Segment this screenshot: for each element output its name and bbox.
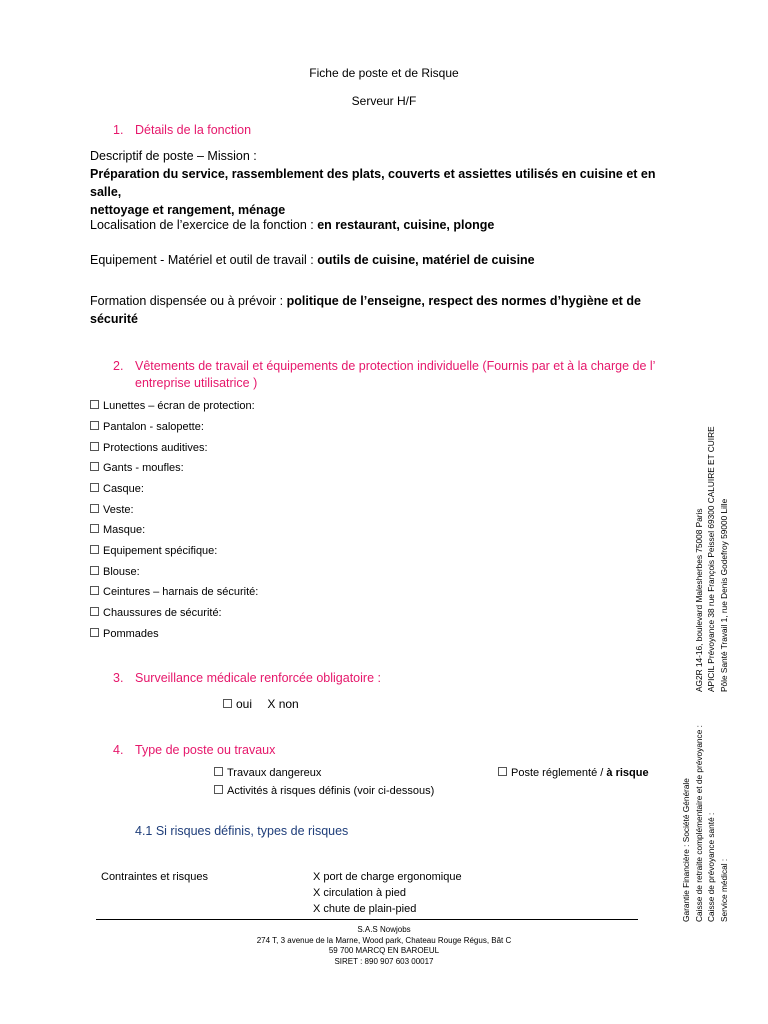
checkbox-icon[interactable] <box>214 767 223 776</box>
localisation-row <box>90 216 690 234</box>
section2-number: 2. <box>113 359 124 373</box>
section2-title-line2: entreprise utilisatrice ) <box>135 376 258 390</box>
oui-option[interactable] <box>223 697 252 711</box>
side-legal-info <box>680 426 730 922</box>
page-subtitle: Serveur H/F <box>351 94 417 108</box>
risk-item: X port de charge ergonomique <box>313 871 462 883</box>
oui-label: oui <box>236 697 253 711</box>
formation-value-line1: politique de l’enseigne, respect des normes d’hygiène et de <box>286 294 641 308</box>
footer-city: 59 700 MARCQ EN BAROEUL <box>328 946 440 955</box>
mission-block <box>90 147 690 219</box>
checkbox-icon[interactable] <box>214 785 223 794</box>
option-poste-reglemente[interactable]: Poste réglementé / à risque <box>498 766 649 781</box>
non-option[interactable]: X non <box>267 697 299 711</box>
section3-number: 3. <box>113 671 124 685</box>
checkbox-icon[interactable] <box>223 699 232 708</box>
formation-value-line2: sécurité <box>90 312 138 326</box>
section2-title-line1: Vêtements de travail et équipements de protection individuelle (Fournis par et à la charge de l’ <box>135 359 656 373</box>
section4-heading <box>113 743 275 757</box>
section4-number: 4. <box>113 743 124 757</box>
checkbox-icon[interactable] <box>90 462 99 471</box>
mission-line1: Préparation du service, rassemblement des plats, couverts et assiettes utilisés en cuisine et en salle, <box>90 167 656 199</box>
section1-number: 1. <box>113 123 124 137</box>
medical-surveillance-options <box>223 697 299 711</box>
equipement-label: Equipement - Matériel et outil de travail : <box>90 253 318 267</box>
formation-label: Formation dispensée ou à prévoir : <box>90 294 287 308</box>
section1-heading <box>113 123 251 137</box>
checklist-item[interactable]: Ceintures – harnais de sécurité: <box>90 585 258 606</box>
checklist-item[interactable]: Chaussures de sécurité: <box>90 606 258 627</box>
equipement-row <box>90 251 690 269</box>
equipement-value: outils de cuisine, matériel de cuisine <box>317 253 535 267</box>
side-value-prevoyance: APICIL Prévoyance 38 rue François Peissel 69300 CALUIRE ET CUIRE <box>706 426 716 692</box>
checklist-item[interactable]: Pantalon - salopette: <box>90 420 258 441</box>
localisation-value: en restaurant, cuisine, plonge <box>317 218 495 232</box>
section1-title: Détails de la fonction <box>135 123 252 137</box>
footer-divider <box>96 919 638 920</box>
checklist-item[interactable]: Gants - moufles: <box>90 461 258 482</box>
checkbox-icon[interactable] <box>90 628 99 637</box>
checkbox-icon[interactable] <box>90 524 99 533</box>
checklist-item[interactable]: Equipement spécifique: <box>90 544 258 565</box>
option-travaux-dangereux[interactable]: Travaux dangereux <box>214 766 321 781</box>
checklist-item[interactable]: Pommades <box>90 627 258 648</box>
checkbox-icon[interactable] <box>90 607 99 616</box>
checkbox-icon[interactable] <box>90 421 99 430</box>
checklist-item[interactable]: Protections auditives: <box>90 441 258 462</box>
section41-heading: 4.1 Si risques définis, types de risques <box>135 824 349 838</box>
section3-heading <box>113 671 381 685</box>
section3-title: Surveillance médicale renforcée obligatoire : <box>135 671 381 685</box>
risk-list <box>313 869 462 917</box>
localisation-label: Localisation de l’exercice de la fonction : <box>90 218 318 232</box>
page-title: Fiche de poste et de Risque <box>309 66 459 80</box>
mission-line2: nettoyage et rangement, ménage <box>90 203 286 217</box>
footer <box>0 925 768 967</box>
formation-row <box>90 292 650 328</box>
option-activites-risques[interactable]: Activités à risques définis (voir ci-dessous) <box>214 784 434 799</box>
checklist-item[interactable]: Veste: <box>90 503 258 524</box>
checkbox-icon[interactable] <box>90 566 99 575</box>
checklist-item[interactable]: Casque: <box>90 482 258 503</box>
side-label-prevoyance: Caisse de prévoyance santé : <box>706 812 716 922</box>
checklist-item[interactable]: Masque: <box>90 523 258 544</box>
section2-heading <box>113 358 683 392</box>
mission-label: Descriptif de poste – Mission : <box>90 149 257 163</box>
equipment-checklist <box>90 399 258 647</box>
checklist-item[interactable]: Blouse: <box>90 565 258 586</box>
checkbox-icon[interactable] <box>90 400 99 409</box>
checkbox-icon[interactable] <box>90 483 99 492</box>
footer-address: 274 T, 3 avenue de la Marne, Wood park, Chateau Rouge Régus, Bât C <box>256 935 512 945</box>
checkbox-icon[interactable] <box>90 586 99 595</box>
checkbox-icon[interactable] <box>90 545 99 554</box>
risk-item: X chute de plain-pied <box>313 903 417 915</box>
side-value-medical: Pôle Santé Travail 1, rue Denis Godefroy 59000 Lille <box>718 498 729 692</box>
side-label-medical: Service médical : <box>718 858 729 922</box>
risk-item: X circulation à pied <box>313 887 406 899</box>
section4-title: Type de poste ou travaux <box>135 743 276 757</box>
footer-company: S.A.S Nowjobs <box>357 925 411 934</box>
side-label-retraite: Caisse de retraite complémentaire et de prévoyance : <box>693 725 704 922</box>
checkbox-icon[interactable] <box>90 442 99 451</box>
checkbox-icon[interactable] <box>498 767 507 776</box>
risk-label: Contraintes et risques <box>101 871 208 883</box>
footer-siret: SIRET : 890 907 603 00017 <box>334 956 434 966</box>
side-value-retraite: AG2R 14-16, boulevard Malesherbes 75008 Paris <box>693 508 704 692</box>
side-label-guarantee: Garantie Financière : Société Générale <box>681 778 691 922</box>
checkbox-icon[interactable] <box>90 504 99 513</box>
checklist-item[interactable]: Lunettes – écran de protection: <box>90 399 258 420</box>
